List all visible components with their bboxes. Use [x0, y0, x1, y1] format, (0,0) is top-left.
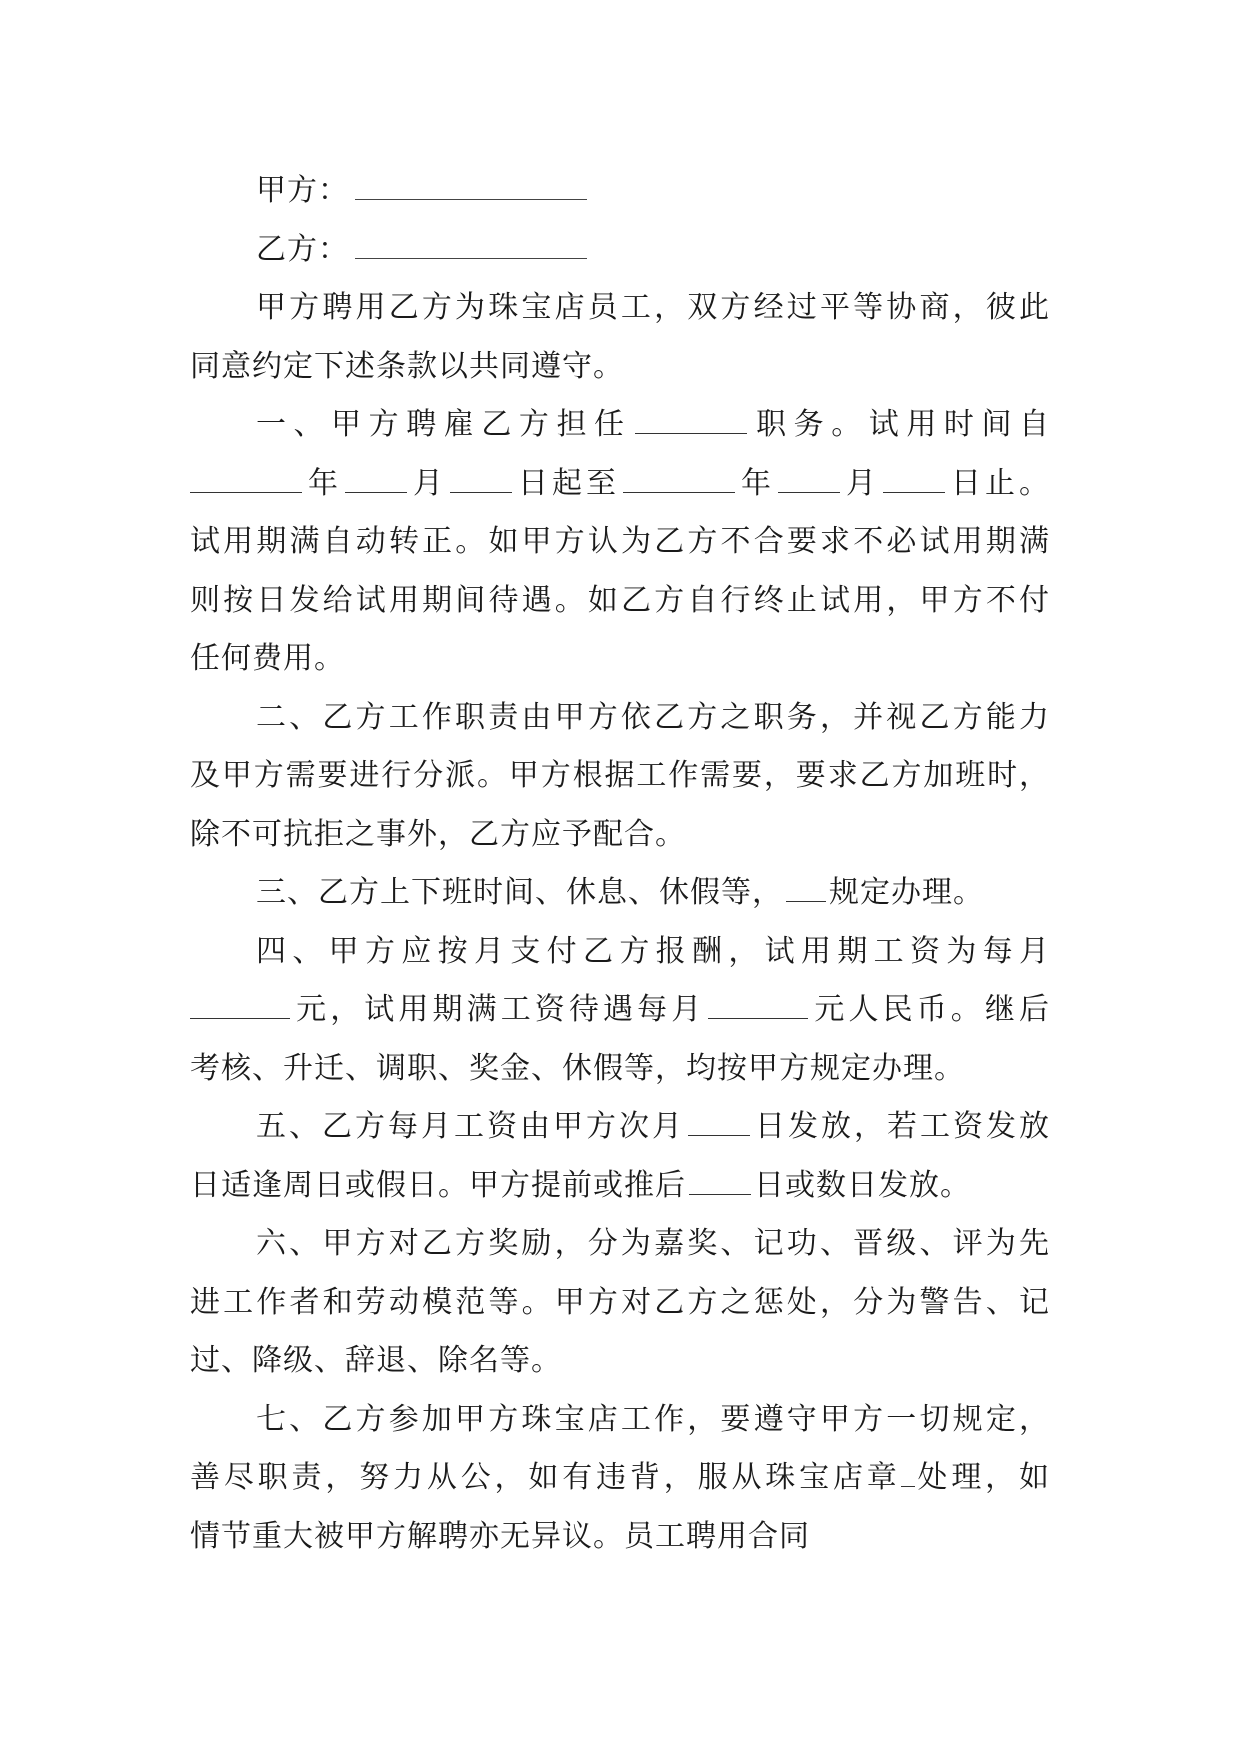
clause1-line-2 [190, 455, 1050, 514]
end-month-blank [778, 466, 840, 493]
party-a-label: 甲方： [256, 173, 349, 208]
start-day-blank [450, 466, 512, 493]
clause6-line-3: 过、降级、辞退、除名等。 [190, 1343, 562, 1378]
contract-body [190, 162, 1050, 1566]
regular-salary-blank [708, 992, 808, 1019]
clause7-line-2 [190, 1449, 1050, 1508]
clause2-line-3: 除不可抗拒之事外，乙方应予配合。 [190, 816, 686, 852]
clause4-text-a: 元，试用期满工资待遇每月 [293, 992, 706, 1027]
start-year-label: 年 [305, 465, 342, 501]
intro-line-2: 同意约定下述条款以共同遵守。 [190, 348, 624, 384]
party-a-blank [355, 171, 587, 200]
end-month-label: 月 [843, 465, 880, 501]
clause4-line-2 [190, 981, 1050, 1040]
clause1-text-b: 职务。试用时间自 [749, 407, 1051, 442]
end-year-blank [623, 466, 735, 493]
rules-chapter-blank [901, 1460, 915, 1487]
clause5-text-a: 五、乙方每月工资由甲方次月 [256, 1109, 685, 1144]
clause5-line-1 [190, 1098, 1050, 1157]
intro-line-1: 甲方聘用乙方为珠宝店员工，双方经过平等协商，彼此 [256, 290, 1050, 325]
start-year-blank [190, 466, 302, 493]
start-month-blank [345, 466, 407, 493]
clause7-line-3: 情节重大被甲方解聘亦无异议。员工聘用合同 [190, 1518, 810, 1554]
clause1-line-3: 试用期满自动转正。如甲方认为乙方不合要求不必试用期满 [190, 524, 1050, 559]
position-blank [635, 407, 747, 434]
party-b-line [190, 221, 1050, 280]
clause5-text-b: 日发放，若工资发放 [753, 1109, 1050, 1144]
clause6-line-1: 六、甲方对乙方奖励，分为嘉奖、记功、晋级、评为先 [256, 1226, 1050, 1261]
end-day-label: 日止。 [948, 465, 1050, 501]
party-b-label: 乙方： [256, 231, 349, 267]
clause5-text-d: 日或数日发放。 [754, 1167, 971, 1203]
probation-salary-blank [190, 992, 290, 1019]
clause5-line-2 [190, 1157, 1050, 1216]
clause3-line-1 [190, 864, 1050, 923]
clause5-text-c: 日适逢周日或假日。甲方提前或推后 [190, 1167, 686, 1203]
end-day-blank [883, 466, 945, 493]
party-b-blank [355, 230, 587, 259]
clause1-line-5: 任何费用。 [190, 641, 345, 676]
clause4-line-3: 考核、升迁、调职、奖金、休假等，均按甲方规定办理。 [190, 1050, 965, 1086]
clause1-text-a: 一、甲方聘雇乙方担任 [256, 407, 632, 442]
clause4-text-b: 元人民币。继后 [811, 992, 1051, 1027]
end-year-label: 年 [738, 465, 775, 501]
party-a-line [190, 162, 1050, 221]
clause1-line-1 [190, 396, 1050, 455]
shift-days-blank [689, 1168, 751, 1195]
clause7-line-1: 七、乙方参加甲方珠宝店工作，要遵守甲方一切规定， [256, 1401, 1050, 1437]
clause1-line-4: 则按日发给试用期间待遇。如乙方自行终止试用，甲方不付 [190, 582, 1050, 618]
rules-blank [786, 875, 826, 902]
clause3-text-b: 规定办理。 [829, 875, 984, 910]
clause6-line-2: 进工作者和劳动模范等。甲方对乙方之惩处，分为警告、记 [190, 1284, 1050, 1320]
clause3-text-a: 三、乙方上下班时间、休息、休假等， [256, 875, 783, 910]
clause4-line-1: 四、甲方应按月支付乙方报酬，试用期工资为每月 [256, 933, 1050, 969]
start-month-label: 月 [410, 465, 447, 501]
clause2-line-1: 二、乙方工作职责由甲方依乙方之职务，并视乙方能力 [256, 699, 1050, 735]
start-day-label: 日起至 [515, 465, 620, 501]
clause7-text-a: 善尽职责，努力从公，如有违背，服从珠宝店章 [190, 1460, 901, 1495]
clause7-text-b: 处理，如 [914, 1460, 1051, 1495]
payday-blank [688, 1109, 750, 1136]
clause2-line-2: 及甲方需要进行分派。甲方根据工作需要，要求乙方加班时， [190, 758, 1050, 793]
